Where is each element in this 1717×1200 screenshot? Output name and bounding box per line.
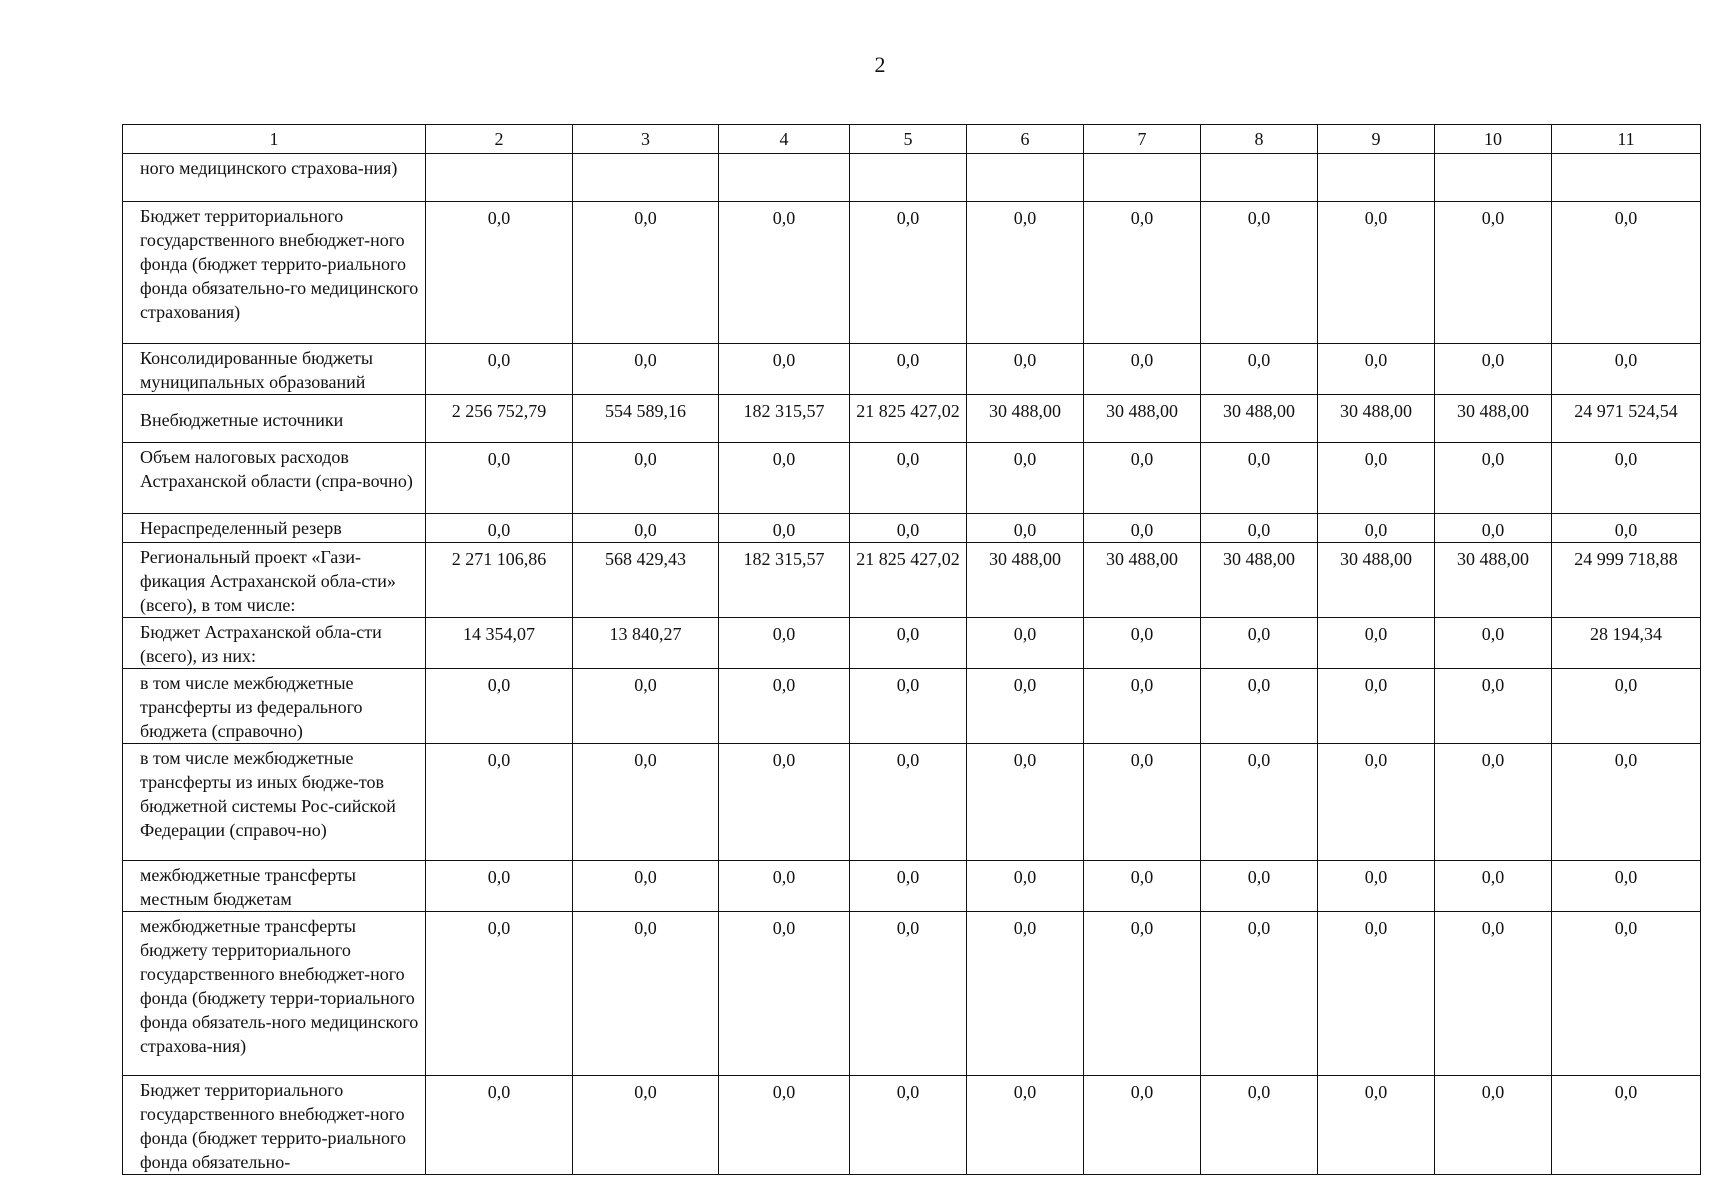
value-cell: 24 971 524,54 xyxy=(1552,395,1701,443)
table-row xyxy=(123,202,1701,344)
value-cell: 30 488,00 xyxy=(967,395,1084,443)
table-row xyxy=(123,912,1701,1076)
value-cell: 2 271 106,86 xyxy=(426,543,573,618)
value-cell: 0,0 xyxy=(1552,912,1701,1076)
table-body xyxy=(123,154,1701,1175)
value-cell: 0,0 xyxy=(426,514,573,543)
value-cell: 0,0 xyxy=(719,1076,850,1175)
value-cell: 0,0 xyxy=(967,618,1084,669)
value-cell: 0,0 xyxy=(1435,344,1552,395)
value-cell: 0,0 xyxy=(1435,669,1552,744)
value-cell: 0,0 xyxy=(1084,443,1201,514)
value-cell: 0,0 xyxy=(967,344,1084,395)
row-label: межбюджетные трансферты местным бюджетам xyxy=(123,861,426,912)
value-cell: 0,0 xyxy=(967,514,1084,543)
column-header: 6 xyxy=(967,125,1084,154)
value-cell: 24 999 718,88 xyxy=(1552,543,1701,618)
value-cell: 0,0 xyxy=(426,202,573,344)
value-cell: 0,0 xyxy=(967,1076,1084,1175)
value-cell xyxy=(1552,154,1701,202)
value-cell: 0,0 xyxy=(1318,861,1435,912)
value-cell: 0,0 xyxy=(1201,744,1318,861)
value-cell: 0,0 xyxy=(573,514,719,543)
value-cell: 0,0 xyxy=(573,861,719,912)
table-row xyxy=(123,443,1701,514)
value-cell: 0,0 xyxy=(850,744,967,861)
value-cell: 13 840,27 xyxy=(573,618,719,669)
value-cell: 30 488,00 xyxy=(1318,395,1435,443)
value-cell: 0,0 xyxy=(573,344,719,395)
value-cell: 0,0 xyxy=(1084,861,1201,912)
value-cell: 0,0 xyxy=(967,744,1084,861)
value-cell: 0,0 xyxy=(1084,912,1201,1076)
value-cell: 0,0 xyxy=(573,669,719,744)
value-cell: 0,0 xyxy=(1201,618,1318,669)
value-cell: 0,0 xyxy=(573,443,719,514)
value-cell: 0,0 xyxy=(850,669,967,744)
value-cell: 0,0 xyxy=(1084,344,1201,395)
table-row xyxy=(123,344,1701,395)
value-cell: 0,0 xyxy=(1201,344,1318,395)
value-cell xyxy=(573,154,719,202)
value-cell: 30 488,00 xyxy=(1435,395,1552,443)
value-cell xyxy=(1201,154,1318,202)
value-cell: 0,0 xyxy=(426,443,573,514)
value-cell: 0,0 xyxy=(1201,669,1318,744)
value-cell: 0,0 xyxy=(1435,861,1552,912)
value-cell: 0,0 xyxy=(573,912,719,1076)
table-row xyxy=(123,543,1701,618)
value-cell: 0,0 xyxy=(1201,912,1318,1076)
value-cell: 0,0 xyxy=(426,344,573,395)
value-cell: 0,0 xyxy=(573,744,719,861)
value-cell: 21 825 427,02 xyxy=(850,395,967,443)
value-cell: 0,0 xyxy=(1552,202,1701,344)
value-cell: 0,0 xyxy=(967,669,1084,744)
value-cell: 0,0 xyxy=(1318,669,1435,744)
value-cell: 0,0 xyxy=(1435,514,1552,543)
column-header: 11 xyxy=(1552,125,1701,154)
value-cell: 28 194,34 xyxy=(1552,618,1701,669)
value-cell: 0,0 xyxy=(1201,861,1318,912)
value-cell: 0,0 xyxy=(1084,744,1201,861)
value-cell: 0,0 xyxy=(719,514,850,543)
row-label: Бюджет территориального государственного внебюджет-ного фонда (бюджет террито-риального фонда обязательно- xyxy=(123,1076,426,1175)
value-cell: 0,0 xyxy=(1552,1076,1701,1175)
value-cell xyxy=(1435,154,1552,202)
value-cell: 30 488,00 xyxy=(1201,395,1318,443)
column-header: 8 xyxy=(1201,125,1318,154)
value-cell: 0,0 xyxy=(967,202,1084,344)
column-header: 2 xyxy=(426,125,573,154)
value-cell: 30 488,00 xyxy=(1435,543,1552,618)
budget-table xyxy=(122,124,1701,1175)
table-row xyxy=(123,744,1701,861)
row-label: межбюджетные трансферты бюджету территориального государственного внебюджет-ного фонда (бюджету терри-ториального фонда обязатель-ного медицинского страхова-ния) xyxy=(123,912,426,1076)
row-label: Объем налоговых расходов Астраханской области (спра-вочно) xyxy=(123,443,426,514)
value-cell: 0,0 xyxy=(1084,202,1201,344)
value-cell: 0,0 xyxy=(850,202,967,344)
row-label: Консолидированные бюджеты муниципальных образований xyxy=(123,344,426,395)
value-cell: 0,0 xyxy=(850,912,967,1076)
row-label: Нераспределенный резерв xyxy=(123,514,426,543)
value-cell: 182 315,57 xyxy=(719,395,850,443)
row-label: в том числе межбюджетные трансферты из иных бюдже-тов бюджетной системы Рос-сийской Федерации (справоч-но) xyxy=(123,744,426,861)
column-header: 10 xyxy=(1435,125,1552,154)
table-row xyxy=(123,154,1701,202)
table-row xyxy=(123,861,1701,912)
value-cell: 0,0 xyxy=(850,861,967,912)
value-cell: 0,0 xyxy=(1552,861,1701,912)
column-header: 4 xyxy=(719,125,850,154)
value-cell: 30 488,00 xyxy=(1201,543,1318,618)
value-cell: 14 354,07 xyxy=(426,618,573,669)
value-cell: 0,0 xyxy=(967,443,1084,514)
table-row xyxy=(123,669,1701,744)
value-cell: 0,0 xyxy=(1435,202,1552,344)
value-cell: 30 488,00 xyxy=(1084,543,1201,618)
value-cell: 21 825 427,02 xyxy=(850,543,967,618)
value-cell: 0,0 xyxy=(850,443,967,514)
value-cell xyxy=(1084,154,1201,202)
row-label: Бюджет Астраханской обла-сти (всего), из них: xyxy=(123,618,426,669)
value-cell: 0,0 xyxy=(1318,514,1435,543)
value-cell: 0,0 xyxy=(1552,514,1701,543)
value-cell: 0,0 xyxy=(1552,669,1701,744)
table-row xyxy=(123,514,1701,543)
value-cell: 0,0 xyxy=(1552,443,1701,514)
value-cell: 0,0 xyxy=(719,202,850,344)
value-cell xyxy=(719,154,850,202)
column-header: 5 xyxy=(850,125,967,154)
value-cell: 30 488,00 xyxy=(1318,543,1435,618)
value-cell xyxy=(426,154,573,202)
value-cell: 0,0 xyxy=(850,514,967,543)
value-cell xyxy=(1318,154,1435,202)
value-cell: 0,0 xyxy=(1084,669,1201,744)
value-cell: 0,0 xyxy=(850,1076,967,1175)
value-cell: 0,0 xyxy=(426,669,573,744)
table-row xyxy=(123,395,1701,443)
value-cell: 0,0 xyxy=(1435,744,1552,861)
value-cell: 0,0 xyxy=(1435,618,1552,669)
value-cell: 0,0 xyxy=(1318,344,1435,395)
value-cell: 554 589,16 xyxy=(573,395,719,443)
row-label: Бюджет территориального государственного внебюджет-ного фонда (бюджет террито-риального фонда обязательно-го медицинского страхования) xyxy=(123,202,426,344)
value-cell: 0,0 xyxy=(1318,912,1435,1076)
value-cell: 30 488,00 xyxy=(1084,395,1201,443)
column-header: 3 xyxy=(573,125,719,154)
value-cell: 0,0 xyxy=(1201,1076,1318,1175)
table-row xyxy=(123,618,1701,669)
value-cell: 0,0 xyxy=(426,912,573,1076)
value-cell: 0,0 xyxy=(719,443,850,514)
value-cell: 0,0 xyxy=(573,1076,719,1175)
value-cell: 182 315,57 xyxy=(719,543,850,618)
value-cell: 0,0 xyxy=(719,669,850,744)
column-header: 1 xyxy=(123,125,426,154)
value-cell: 0,0 xyxy=(1435,1076,1552,1175)
value-cell xyxy=(850,154,967,202)
value-cell: 0,0 xyxy=(967,861,1084,912)
column-header: 9 xyxy=(1318,125,1435,154)
value-cell: 0,0 xyxy=(1084,618,1201,669)
value-cell: 0,0 xyxy=(1318,618,1435,669)
value-cell: 0,0 xyxy=(1084,1076,1201,1175)
value-cell: 0,0 xyxy=(967,912,1084,1076)
value-cell: 0,0 xyxy=(1084,514,1201,543)
row-label: Внебюджетные источники xyxy=(123,395,426,443)
value-cell: 0,0 xyxy=(1318,202,1435,344)
value-cell: 0,0 xyxy=(1201,443,1318,514)
value-cell: 0,0 xyxy=(719,861,850,912)
value-cell: 0,0 xyxy=(719,744,850,861)
value-cell: 568 429,43 xyxy=(573,543,719,618)
value-cell: 0,0 xyxy=(426,744,573,861)
value-cell: 2 256 752,79 xyxy=(426,395,573,443)
value-cell: 0,0 xyxy=(426,1076,573,1175)
value-cell: 0,0 xyxy=(1201,514,1318,543)
value-cell: 0,0 xyxy=(1435,912,1552,1076)
row-label: ного медицинского страхова-ния) xyxy=(123,154,426,202)
value-cell: 0,0 xyxy=(850,344,967,395)
table-row xyxy=(123,1076,1701,1175)
header-row xyxy=(123,125,1701,154)
value-cell: 0,0 xyxy=(719,344,850,395)
value-cell: 0,0 xyxy=(573,202,719,344)
value-cell: 0,0 xyxy=(1318,744,1435,861)
value-cell xyxy=(967,154,1084,202)
value-cell: 0,0 xyxy=(1435,443,1552,514)
value-cell: 0,0 xyxy=(426,861,573,912)
value-cell: 0,0 xyxy=(1201,202,1318,344)
value-cell: 30 488,00 xyxy=(967,543,1084,618)
column-header: 7 xyxy=(1084,125,1201,154)
value-cell: 0,0 xyxy=(1318,443,1435,514)
value-cell: 0,0 xyxy=(1552,744,1701,861)
value-cell: 0,0 xyxy=(719,912,850,1076)
value-cell: 0,0 xyxy=(850,618,967,669)
row-label: в том числе межбюджетные трансферты из федерального бюджета (справочно) xyxy=(123,669,426,744)
value-cell: 0,0 xyxy=(1552,344,1701,395)
row-label: Региональный проект «Гази-фикация Астраханской обла-сти» (всего), в том числе: xyxy=(123,543,426,618)
page-number: 2 xyxy=(874,52,886,77)
value-cell: 0,0 xyxy=(1318,1076,1435,1175)
value-cell: 0,0 xyxy=(719,618,850,669)
